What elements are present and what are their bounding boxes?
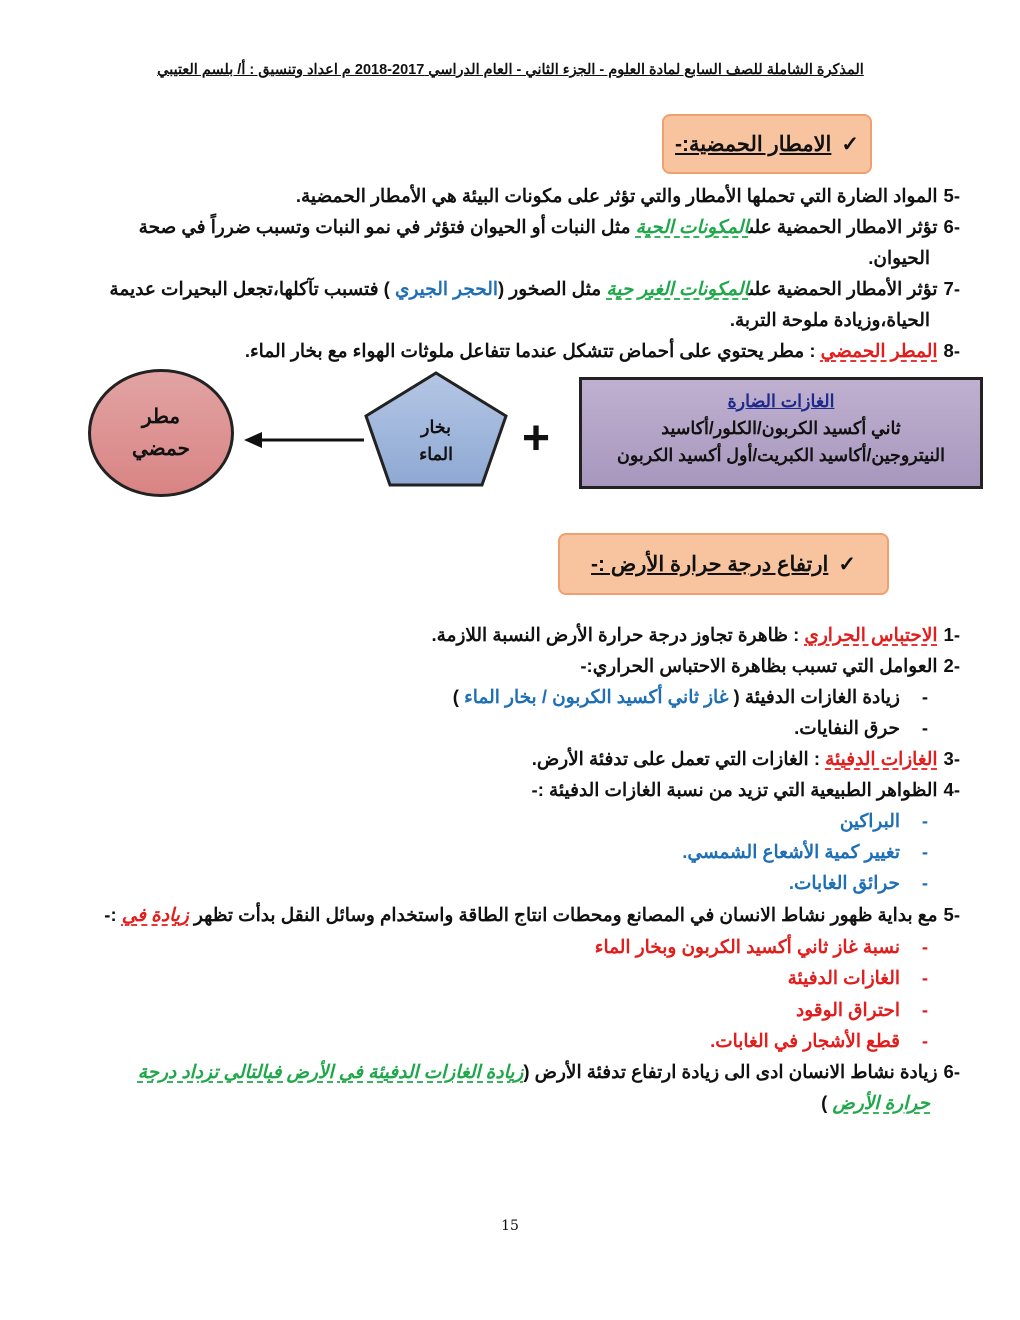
sub-item bbox=[788, 966, 928, 990]
item-text: البراكين bbox=[839, 810, 900, 831]
box-title: الغازات الضارة bbox=[727, 391, 835, 411]
item-text: ) bbox=[452, 686, 465, 707]
item-text: الغازات الدفيئة bbox=[787, 967, 900, 988]
item-number: -6 bbox=[943, 1061, 960, 1082]
arrow-left-icon bbox=[242, 430, 366, 450]
example: الحجر الجيري bbox=[394, 278, 498, 299]
item-text: حرائق الغابات. bbox=[788, 872, 900, 893]
label-line: بخار bbox=[421, 417, 451, 437]
list-item bbox=[245, 339, 960, 363]
bullet: - bbox=[921, 686, 928, 707]
check-icon: ✓ bbox=[838, 552, 856, 576]
item-text: زيادة نشاط الانسان ادى الى زيادة ارتفاع تدفئة الأرض ( bbox=[523, 1061, 938, 1082]
item-number: -3 bbox=[943, 748, 960, 769]
item-text: زيادة الغازات الدفيئة ( bbox=[733, 686, 900, 707]
term: المكونات الغير حية bbox=[606, 278, 749, 299]
bullet: - bbox=[921, 936, 928, 957]
bullet: - bbox=[921, 967, 928, 988]
list-item bbox=[431, 623, 960, 647]
item-text: قطع الأشجار في الغابات. bbox=[710, 1030, 900, 1051]
list-item bbox=[532, 778, 960, 802]
bullet: - bbox=[921, 841, 928, 862]
label-line: الماء bbox=[419, 444, 453, 464]
heading-title: ارتفاع درجة حرارة الأرض :- bbox=[591, 552, 829, 576]
section-heading-acid-rain bbox=[662, 114, 872, 174]
item-text: تؤثر الامطار الحمضية على bbox=[748, 216, 938, 237]
label-line: حمضي bbox=[132, 438, 190, 460]
harmful-gases-box bbox=[579, 377, 983, 489]
item-number: -8 bbox=[943, 340, 960, 361]
item-text: المواد الضارة التي تحملها الأمطار والتي تؤثر على مكونات البيئة هي الأمطار الحمضية. bbox=[295, 185, 938, 206]
plus-icon: + bbox=[522, 412, 551, 465]
item-number: -7 bbox=[943, 278, 960, 299]
item-number: -6 bbox=[943, 216, 960, 237]
bullet: - bbox=[921, 1030, 928, 1051]
term: المطر الحمضي bbox=[820, 340, 938, 361]
list-item-cont: الحياة،وزيادة ملوحة التربة. bbox=[729, 309, 930, 330]
item-text: مثل النبات أو الحيوان فتؤثر في نمو النبات وتسبب ضرراً في صحة bbox=[138, 216, 636, 237]
bullet: - bbox=[921, 717, 928, 738]
sub-item bbox=[796, 998, 928, 1022]
page-header: المذكرة الشاملة للصف السابع لمادة العلوم - الجزء الثاني - العام الدراسي 2017-2018 م اعداد وتنسيق : أ/ بلسم العتيبي bbox=[157, 62, 864, 78]
item-text: : ظاهرة تجاوز درجة حرارة الأرض النسبة اللازمة. bbox=[431, 624, 805, 645]
section-heading-global-warming bbox=[558, 533, 889, 595]
sub-item bbox=[682, 840, 928, 864]
item-text: مع بداية ظهور نشاط الانسان في المصانع ومحطات انتاج الطاقة واستخدام وسائل النقل بدأت تظهر bbox=[188, 904, 938, 925]
item-text: ) فتسبب تآكلها،تجعل البحيرات عديمة bbox=[109, 278, 395, 299]
sub-item bbox=[840, 809, 928, 833]
list-item-cont bbox=[821, 1091, 930, 1115]
term: زيادة في bbox=[121, 904, 189, 925]
sub-item bbox=[595, 935, 928, 959]
list-item bbox=[139, 215, 960, 239]
list-item-cont: الحيوان. bbox=[868, 247, 930, 268]
term: زيادة الغازات الدفيئة في الأرض فبالتالي تزداد درجة bbox=[137, 1061, 524, 1082]
item-text: مثل الصخور ( bbox=[497, 278, 607, 299]
label-line: مطر bbox=[141, 406, 181, 428]
item-number: -1 bbox=[943, 624, 960, 645]
sub-item bbox=[710, 1029, 928, 1053]
item-number: -5 bbox=[943, 904, 960, 925]
sub-item bbox=[789, 871, 928, 895]
term: المكونات الحية bbox=[635, 216, 749, 237]
item-text: ) bbox=[821, 1092, 833, 1113]
item-text: العوامل التي تسبب بظاهرة الاحتباس الحراري:- bbox=[580, 655, 938, 676]
term: الاحتباس الحراري bbox=[804, 624, 938, 645]
box-line: النيتروجين/أكاسيد الكبريت/أول أكسيد الكربون bbox=[617, 445, 945, 465]
box-line: ثاني أكسيد الكربون/الكلور/أكاسيد bbox=[661, 418, 901, 438]
list-item bbox=[580, 654, 960, 678]
item-text: نسبة غاز ثاني أكسيد الكربون وبخار الماء bbox=[594, 936, 900, 957]
pentagon-label bbox=[396, 414, 476, 468]
item-text: حرق النفايات. bbox=[794, 717, 900, 738]
item-text: :- bbox=[104, 904, 122, 925]
bullet: - bbox=[921, 999, 928, 1020]
item-number: -2 bbox=[943, 655, 960, 676]
acid-rain-circle bbox=[88, 369, 234, 497]
item-number: -4 bbox=[943, 779, 960, 800]
page-number: 15 bbox=[501, 1218, 519, 1234]
item-text: : الغازات التي تعمل على تدفئة الأرض. bbox=[531, 748, 826, 769]
term: حرارة الأرض bbox=[832, 1092, 930, 1113]
list-item bbox=[296, 184, 960, 208]
example: غاز ثاني أكسيد الكربون / بخار الماء bbox=[464, 686, 734, 707]
list-item bbox=[138, 1060, 960, 1084]
list-item bbox=[109, 277, 960, 301]
term: الغازات الدفيئة bbox=[825, 748, 938, 769]
list-item bbox=[104, 903, 960, 927]
check-icon: ✓ bbox=[841, 132, 859, 156]
heading-title: الامطار الحمضية:- bbox=[675, 132, 832, 156]
list-item bbox=[532, 747, 960, 771]
item-text: : مطر يحتوي على أحماض تتشكل عندما تتفاعل ملوثات الهواء مع بخار الماء. bbox=[244, 340, 821, 361]
item-text: تؤثر الأمطار الحمضية على bbox=[748, 278, 938, 299]
item-text: الظواهر الطبيعية التي تزيد من نسبة الغازات الدفيئة :- bbox=[531, 779, 938, 800]
item-number: -5 bbox=[943, 185, 960, 206]
bullet: - bbox=[921, 872, 928, 893]
item-text: احتراق الوقود bbox=[796, 999, 900, 1020]
sub-item bbox=[794, 716, 928, 740]
bullet: - bbox=[921, 810, 928, 831]
sub-item bbox=[453, 685, 928, 709]
item-text: تغيير كمية الأشعاع الشمسي. bbox=[682, 841, 900, 862]
